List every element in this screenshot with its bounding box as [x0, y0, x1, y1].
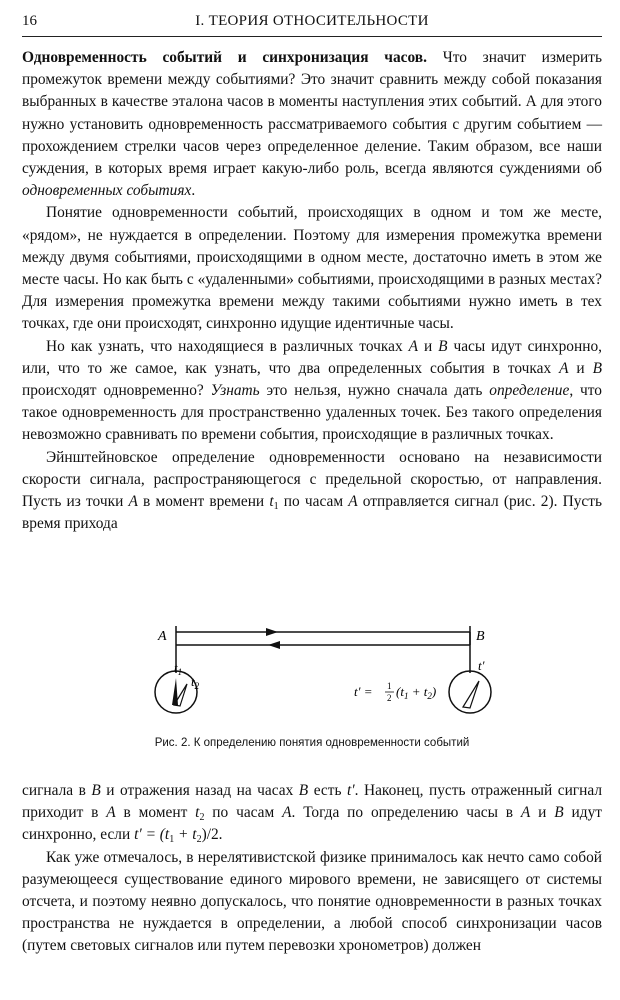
- label-a: A: [158, 629, 167, 644]
- label-t2: $t_2$: [191, 674, 200, 691]
- formula-rhs: $(t_1 + t_2)$: [396, 684, 437, 701]
- paragraph-6: Как уже отмечалось, в нерелятивистской физике принималось как нечто само собой разумеющееся существование единого мирового времени, не зависящего от системы отсчета, и поэтому неявно допускалось, что понятие одновременности в разных точках пространства не нуждается в определении, а любой способ синхронизации часов (путем световых сигналов или путем перевозки хронометров) должен: [22, 848, 602, 955]
- paragraph-5: сигнала в B и отражения назад на часах B есть t′. Наконец, пусть отраженный сигнал приходит в A в момент $t_2$ по часам A. Тогда по определению часы в A и B идут синхронно, если $t' = (t_1 + t_2)/2$.: [22, 782, 603, 846]
- formula-lhs: t′ =: [354, 684, 373, 699]
- figure-2-diagram: [130, 618, 510, 728]
- figure-caption: Рис. 2. К определению понятия одновременности событий: [154, 737, 470, 749]
- arrow-left-icon: [268, 641, 280, 649]
- label-b: B: [476, 629, 485, 644]
- formula-frac-num: 1: [387, 681, 392, 691]
- clock-b-hand: [463, 681, 479, 708]
- paragraph-3: Но как узнать, что находящиеся в различных точках A и B часы идут синхронно, или, что то же самое, как узнать, что два определенных события в точках A и B происходят одновременно? Узнать это нельзя, нужно сначала дать определение, что такое одновременность для пространственно удаленных точек. Без такого определения невозможно сравнивать по времени события, происходящие в различных точках.: [22, 337, 603, 444]
- body-text-bottom: [22, 780, 602, 958]
- formula-frac-den: 2: [387, 693, 392, 703]
- label-t1: $t_1$: [174, 660, 183, 677]
- page-number: 16: [22, 13, 37, 29]
- paragraph-4: Эйнштейновское определение одновременности основано на независимости скорости сигнала, распространяющегося с предельной скоростью, от направления. Пусть из точки A в момент времени $t_1$ по часам A отправляется сигнал (рис. 2). Пусть время прихода: [22, 448, 602, 533]
- page-header: [22, 10, 602, 37]
- section-heading: Одновременность событий и синхронизация часов.: [22, 49, 427, 66]
- body-text-top: [22, 47, 602, 535]
- paragraph-1: Одновременность событий и синхронизация часов. Что значит измерить промежуток времени между событиями? Это значит сравнить между собой показания выбранных в качестве эталона часов в моменты наступления этих событий. А для этого нужно установить одновременность рассматриваемого события с другим событием — прохождением стрелки часов через определенное деление. Таким образом, все наши суждения, в которых время играет какую-либо роль, всегда являются суждениями об одновременных событиях.: [22, 49, 603, 200]
- arrow-right-icon: [266, 628, 278, 636]
- paragraph-2: Понятие одновременности событий, происходящих в одном и том же месте, «рядом», не нуждается в определении. Поэтому для измерения промежутка времени между двумя событиями, происходящими в одном месте, достаточно иметь в этом же месте часы. Но как быть с «удаленными» событиями, происходящими в разных местах? Для измерения промежутка времени между такими событиями нужно иметь в тех точках, где они происходят, синхронно идущие идентичные часы.: [22, 204, 602, 333]
- chapter-title: I. ТЕОРИЯ ОТНОСИТЕЛЬНОСТИ: [195, 13, 429, 29]
- label-tprime: t′: [478, 658, 485, 673]
